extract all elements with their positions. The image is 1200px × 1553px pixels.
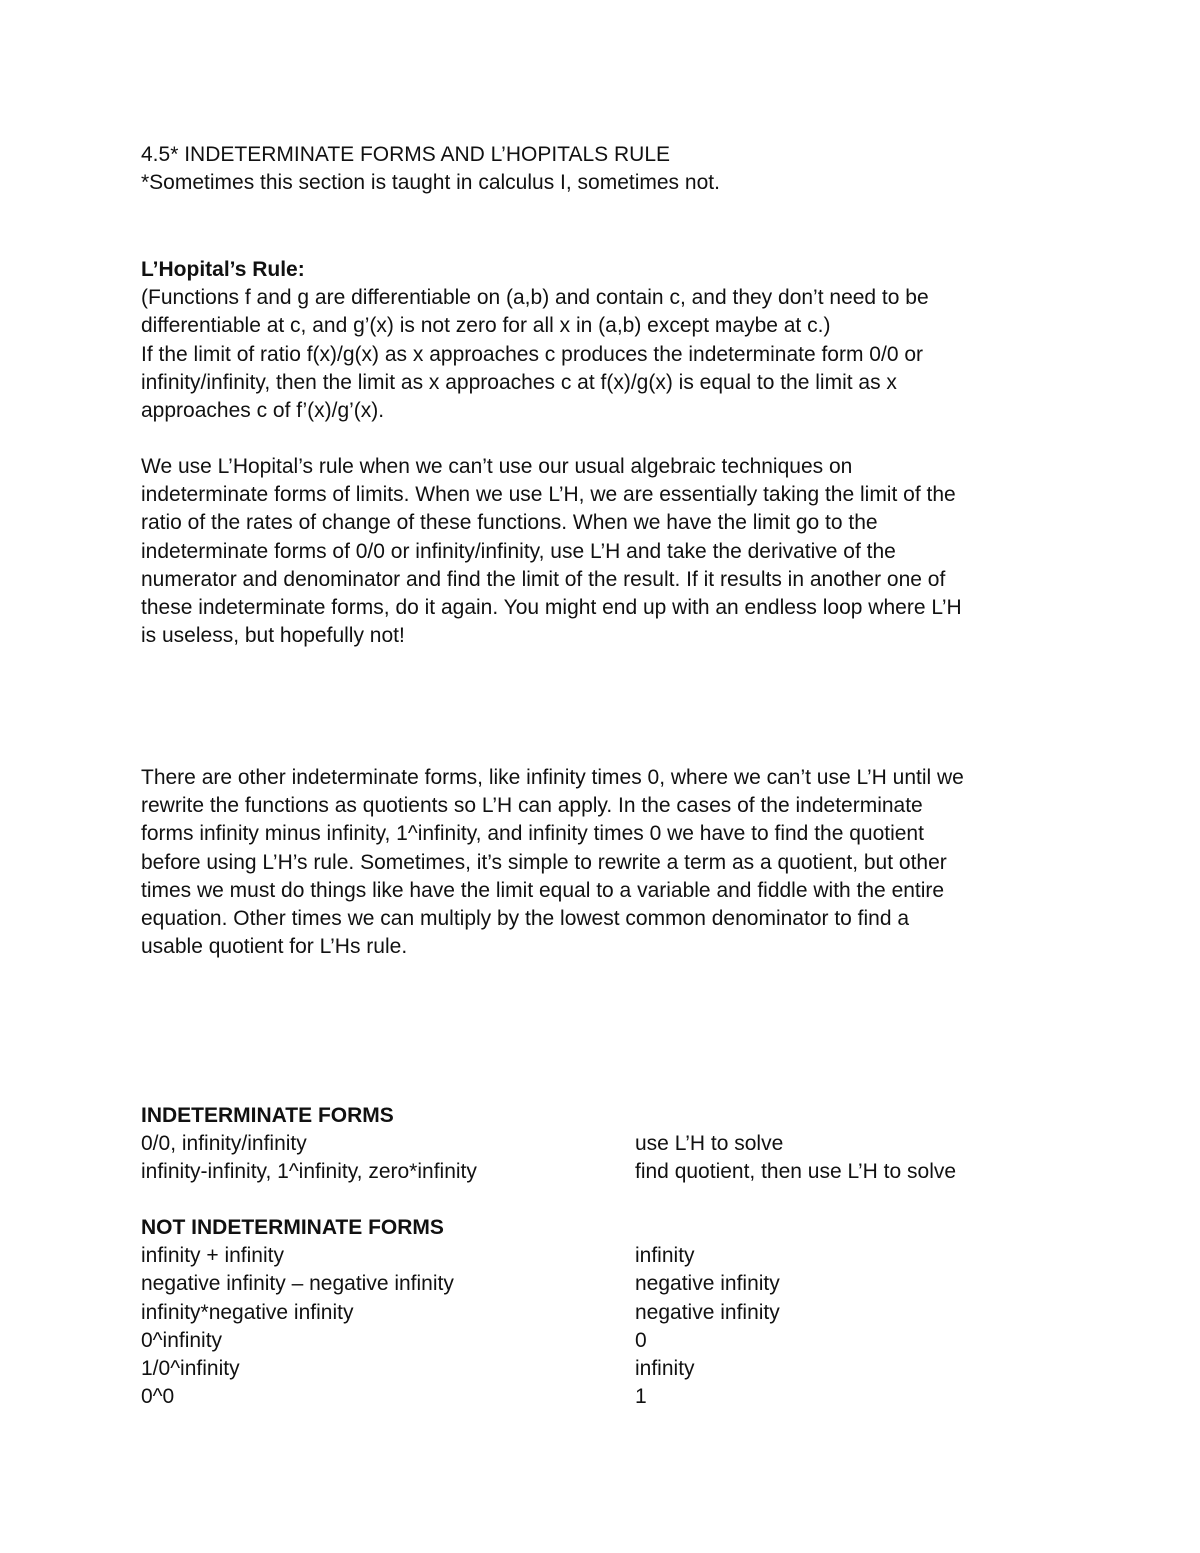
form-cell: 0^infinity xyxy=(141,1328,223,1352)
paragraph-other-forms xyxy=(141,764,1081,961)
action-cell: find quotient, then use L’H to solve xyxy=(635,1160,957,1184)
table-row xyxy=(141,1355,1081,1383)
paragraph-line: rewrite the functions as quotients so L’H can apply. In the cases of the indeterminate xyxy=(141,794,923,818)
paragraph-line: numerator and denominator and find the limit of the result. If it results in another one of xyxy=(141,567,946,591)
rule-line: differentiable at c, and g’(x) is not zero for all x in (a,b) except maybe at c.) xyxy=(141,314,831,338)
table-row xyxy=(141,1299,1081,1327)
page-title: 4.5* INDETERMINATE FORMS AND L’HOPITALS RULE xyxy=(141,143,670,166)
rule-line: If the limit of ratio f(x)/g(x) as x approaches c produces the indeterminate form 0/0 or xyxy=(141,342,924,366)
paragraph-line: equation. Other times we can multiply by the lowest common denominator to find a xyxy=(141,907,910,931)
paragraph-line: indeterminate forms of 0/0 or infinity/infinity, use L’H and take the derivative of the xyxy=(141,539,896,563)
form-cell: 0^0 xyxy=(141,1385,175,1409)
result-cell: 1 xyxy=(635,1385,647,1409)
result-cell: infinity xyxy=(635,1357,695,1381)
paragraph-line: usable quotient for L’Hs rule. xyxy=(141,935,408,959)
rule-line: approaches c of f’(x)/g’(x). xyxy=(141,399,385,423)
table-row xyxy=(141,1383,1081,1411)
rule-line: infinity/infinity, then the limit as x approaches c at f(x)/g(x) is equal to the limit as x xyxy=(141,370,897,394)
table-row xyxy=(141,1242,1081,1270)
paragraph-line: indeterminate forms of limits. When we use L’H, we are essentially taking the limit of the xyxy=(141,483,956,507)
paragraph-line: before using L’H’s rule. Sometimes, it’s simple to rewrite a term as a quotient, but other xyxy=(141,850,947,874)
table-row xyxy=(141,1270,1081,1298)
indeterminate-forms-table xyxy=(141,1102,1081,1187)
table-row xyxy=(141,1327,1081,1355)
paragraph-line: There are other indeterminate forms, like infinity times 0, where we can’t use L’H until we xyxy=(141,766,964,789)
not-indeterminate-forms-table xyxy=(141,1214,1081,1411)
rule-section xyxy=(141,256,1081,425)
paragraph-line: ratio of the rates of change of these functions. When we have the limit go to the xyxy=(141,511,878,535)
table-row xyxy=(141,1158,1081,1186)
form-cell: infinity + infinity xyxy=(141,1244,284,1268)
rule-heading: L’Hopital’s Rule: xyxy=(141,258,305,281)
form-cell: infinity*negative infinity xyxy=(141,1300,354,1324)
rule-line: (Functions f and g are differentiable on (a,b) and contain c, and they don’t need to be xyxy=(141,286,929,310)
header-block xyxy=(141,141,1081,197)
form-cell: negative infinity – negative infinity xyxy=(141,1272,454,1296)
result-cell: negative infinity xyxy=(635,1300,780,1324)
form-cell: 0/0, infinity/infinity xyxy=(141,1132,307,1156)
table-row xyxy=(141,1130,1081,1158)
indeterminate-heading: INDETERMINATE FORMS xyxy=(141,1104,394,1127)
not-indeterminate-heading: NOT INDETERMINATE FORMS xyxy=(141,1216,444,1239)
form-cell: 1/0^infinity xyxy=(141,1357,240,1381)
action-cell: use L’H to solve xyxy=(635,1132,784,1156)
paragraph-line: times we must do things like have the limit equal to a variable and fiddle with the entire xyxy=(141,878,945,902)
paragraph-line: these indeterminate forms, do it again. You might end up with an endless loop where L’H xyxy=(141,596,962,620)
result-cell: negative infinity xyxy=(635,1272,780,1296)
paragraph-line: forms infinity minus infinity, 1^infinity, and infinity times 0 we have to find the quotient xyxy=(141,822,924,846)
form-cell: infinity-infinity, 1^infinity, zero*infinity xyxy=(141,1160,477,1184)
page-subtitle: *Sometimes this section is taught in calculus I, sometimes not. xyxy=(141,171,720,195)
result-cell: infinity xyxy=(635,1244,695,1268)
paragraph-line: is useless, but hopefully not! xyxy=(141,624,405,648)
paragraph-usage xyxy=(141,453,1081,650)
paragraph-line: We use L’Hopital’s rule when we can’t use our usual algebraic techniques on xyxy=(141,455,853,478)
result-cell: 0 xyxy=(635,1328,647,1352)
